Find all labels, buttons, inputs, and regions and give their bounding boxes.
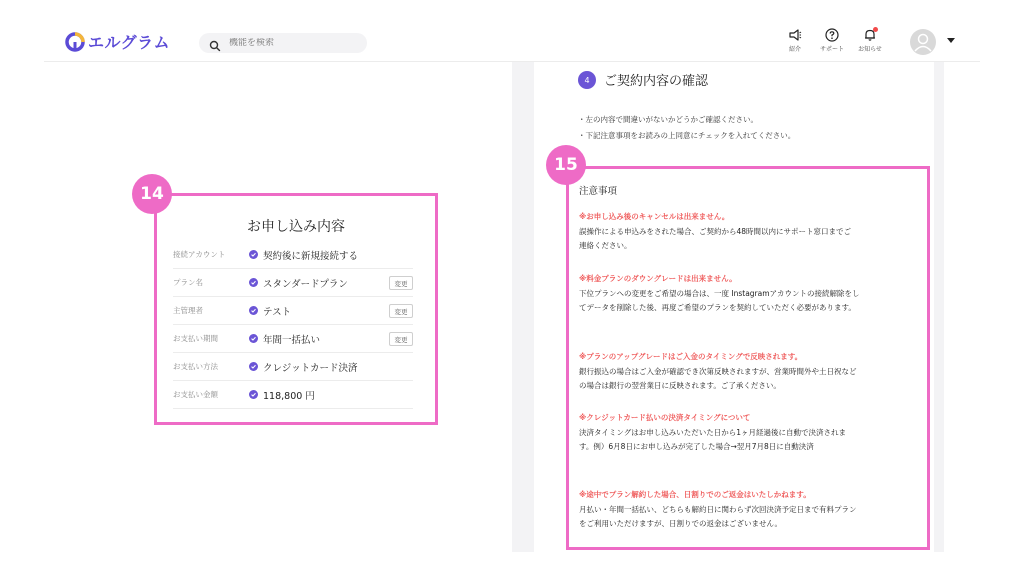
- summary-row-payment-method: [173, 353, 413, 381]
- caution-card: [566, 166, 930, 550]
- application-rows: [173, 241, 413, 409]
- logo-mark-icon: [65, 32, 85, 52]
- caution-item-line: す。例）6月8日にお申し込みが完了した場合→翌月7月8日に自動決済: [579, 442, 814, 451]
- summary-row-value-text: 契約後に新規接続する: [263, 250, 359, 262]
- account-menu-caret-icon[interactable]: [947, 38, 955, 43]
- change-period-button[interactable]: 変更: [389, 332, 413, 346]
- summary-row-value: [249, 276, 348, 290]
- caution-item-body: [579, 365, 919, 393]
- callout-badge-15: 15: [546, 145, 586, 185]
- caution-item-heading: ※料金プランのダウングレードは出来ません。: [579, 274, 737, 283]
- summary-row-label: お支払い期間: [173, 334, 218, 343]
- confirmation-note: ・左の内容で間違いがないかどうかご確認ください。: [578, 115, 758, 124]
- avatar[interactable]: [910, 29, 936, 55]
- summary-row-value-text: スタンダードプラン: [263, 278, 348, 290]
- caution-item: [579, 211, 919, 253]
- notification-dot: [873, 27, 878, 32]
- caution-item-line: 決済タイミングはお申し込みいただいた日から1ヶ月経過後に自動で決済されま: [579, 428, 846, 437]
- logo-text: エルグラム: [88, 33, 171, 52]
- summary-row-plan: [173, 269, 413, 297]
- caution-item-line: の場合は銀行の翌営業日に反映されます。ご了承ください。: [579, 381, 781, 390]
- caution-item-line: 誤操作による申込みをされた場合、ご契約から48時間以内にサポート窓口までご: [579, 227, 852, 236]
- nav-support-label: サポート: [819, 46, 844, 53]
- caution-item-line: 下位プランへの変更をご希望の場合は、一度 Instagramアカウントの接続解除をし: [579, 289, 860, 298]
- caution-item-line: をご利用いただけますが、日割りでの返金はございません。: [579, 519, 782, 528]
- summary-row-value-text: 118,800 円: [263, 390, 315, 402]
- nav-notifications-label: お知らせ: [858, 46, 882, 53]
- summary-row-account: [173, 241, 413, 269]
- check-circle-icon: [249, 306, 258, 315]
- summary-row-value-text: テスト: [263, 306, 292, 318]
- summary-row-label: お支払い金額: [173, 390, 218, 399]
- summary-row-value: [249, 332, 320, 346]
- nav-support[interactable]: [814, 28, 850, 53]
- check-circle-icon: [249, 334, 258, 343]
- summary-row-label: 接続アカウント: [173, 250, 226, 259]
- summary-row-value: [249, 388, 315, 402]
- caution-item-heading: ※お申し込み後のキャンセルは出来ません。: [579, 212, 730, 221]
- nav-introduce[interactable]: [777, 28, 813, 53]
- caution-item-heading: ※プランのアップグレードはご入金のタイミングで反映されます。: [579, 352, 803, 361]
- confirmation-title: ご契約内容の確認: [604, 74, 709, 89]
- summary-row-admin: [173, 297, 413, 325]
- summary-row-value: [249, 304, 291, 318]
- check-circle-icon: [249, 390, 258, 399]
- caution-item: [579, 412, 919, 454]
- summary-row-value-text: クレジットカード決済: [263, 362, 358, 374]
- application-summary-card: [154, 193, 438, 425]
- step-number: 4: [578, 71, 596, 89]
- caution-title: 注意事項: [579, 186, 618, 197]
- summary-row-period: [173, 325, 413, 353]
- search-bar[interactable]: [199, 33, 367, 53]
- caution-item-heading: ※途中でプラン解約した場合、日割りでのご返金はいたしかねます。: [579, 490, 811, 499]
- change-plan-button[interactable]: 変更: [389, 276, 413, 290]
- caution-item-body: [579, 287, 919, 315]
- caution-item-line: 銀行振込の場合はご入金が確認でき次第反映されますが、営業時間外や土日祝など: [579, 367, 857, 376]
- caution-item-body: [579, 503, 919, 531]
- caution-item: [579, 273, 919, 315]
- user-icon: [910, 29, 936, 55]
- summary-row-label: お支払い方法: [173, 362, 218, 371]
- nav-introduce-label: 紹介: [788, 46, 801, 53]
- caution-item-line: 月払い・年間一括払い、どちらも解約日に関わらず次回決済予定日まで有料プラン: [579, 505, 857, 514]
- summary-row-value: [249, 248, 358, 262]
- summary-row-label: プラン名: [173, 278, 203, 287]
- nav-notifications[interactable]: [852, 28, 888, 53]
- caution-item: [579, 351, 919, 393]
- search-icon: [209, 37, 221, 49]
- summary-row-label: 主管理者: [173, 306, 203, 315]
- change-admin-button[interactable]: 変更: [389, 304, 413, 318]
- caution-item-line: 連絡ください。: [579, 241, 632, 250]
- callout-badge-14: 14: [132, 174, 172, 214]
- summary-row-value: [249, 360, 357, 374]
- caution-item-body: [579, 225, 919, 253]
- megaphone-icon: [788, 28, 802, 42]
- check-circle-icon: [249, 362, 258, 371]
- search-input[interactable]: [229, 38, 359, 48]
- check-circle-icon: [249, 250, 258, 259]
- help-circle-icon: [825, 28, 839, 42]
- application-title: お申し込み内容: [247, 219, 345, 235]
- caution-item: [579, 489, 919, 531]
- logo[interactable]: [65, 30, 170, 53]
- summary-row-value-text: 年間一括払い: [263, 334, 321, 346]
- app-header: [44, 0, 980, 62]
- caution-item-heading: ※クレジットカード払いの決済タイミングについて: [579, 413, 751, 422]
- summary-row-amount: [173, 381, 413, 409]
- caution-item-line: てデータを削除した後、再度ご希望のプランを契約していただく必要があります。: [579, 303, 856, 312]
- caution-item-body: [579, 426, 919, 454]
- confirmation-note: ・下記注意事項をお読みの上同意にチェックを入れてください。: [578, 131, 796, 140]
- check-circle-icon: [249, 278, 258, 287]
